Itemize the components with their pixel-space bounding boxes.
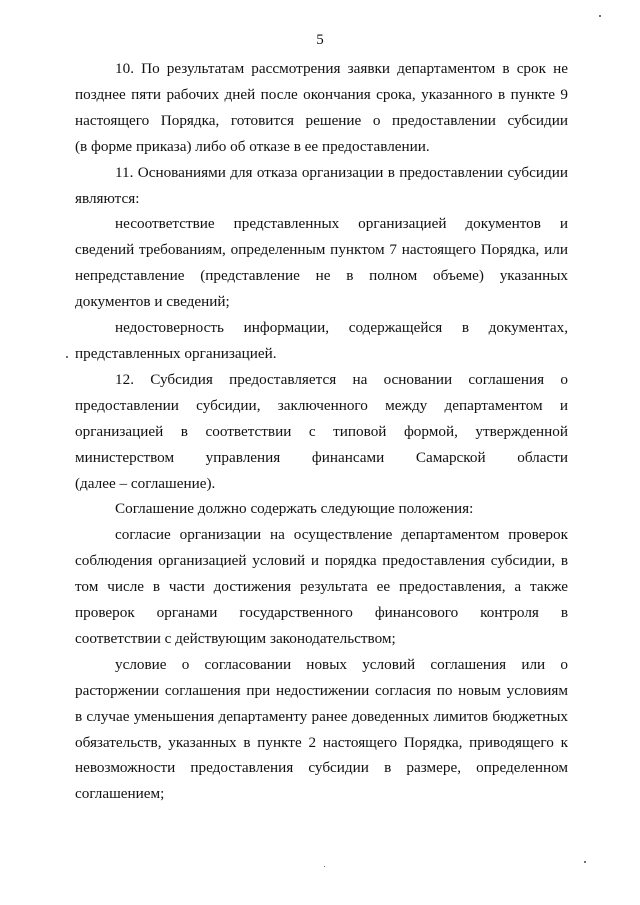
paragraph-10-line-2: позднее пяти рабочих дней после окончания срока, указанного в пункте 9 bbox=[75, 85, 568, 103]
paragraph-11a-line-4: документов и сведений; bbox=[75, 293, 230, 311]
scan-speck bbox=[599, 15, 601, 17]
paragraph-11a-line-1: несоответствие представленных организацией документов и bbox=[115, 215, 568, 233]
paragraph-11b-line-1: недостоверность информации, содержащейся в документах, bbox=[115, 319, 568, 337]
agreement-provision-2-line-4: обязательств, указанных в пункте 2 настоящего Порядка, приводящего к bbox=[75, 733, 568, 751]
agreement-provision-1-line-5: соответствии с действующим законодательством; bbox=[75, 629, 396, 647]
paragraph-11a-line-2: сведений требованиям, определенным пунктом 7 настоящего Порядка, или bbox=[75, 241, 568, 259]
paragraph-12-line-5: (далее – соглашение). bbox=[75, 474, 216, 492]
agreement-provision-1-line-4: проверок органами государственного финансового контроля в bbox=[75, 604, 568, 622]
paragraph-12-line-4: министерством управления финансами Самарской области bbox=[75, 448, 568, 466]
agreement-provision-1-line-1: согласие организации на осуществление департаментом проверок bbox=[115, 526, 568, 544]
paragraph-11b-line-2: представленных организацией. bbox=[75, 344, 277, 362]
scan-speck bbox=[324, 866, 325, 867]
agreement-provision-2-line-3: в случае уменьшения департаменту ранее доведенных лимитов бюджетных bbox=[75, 707, 568, 725]
agreement-provision-2-line-5: невозможности предоставления субсидии в размере, определенном bbox=[75, 759, 568, 777]
paragraph-12-line-1: 12. Субсидия предоставляется на основании соглашения о bbox=[115, 370, 568, 388]
paragraph-10-line-1: 10. По результатам рассмотрения заявки департаментом в срок не bbox=[115, 60, 568, 77]
agreement-provision-1-line-3: том числе в части достижения результата ее предоставления, а также bbox=[75, 578, 568, 596]
paragraph-11-line-2: являются: bbox=[75, 189, 140, 207]
agreement-provision-2-line-2: расторжении соглашения при недостижении согласия по новым условиям bbox=[75, 681, 568, 699]
paragraph-10-line-3: настоящего Порядка, готовится решение о предоставлении субсидии bbox=[75, 111, 568, 129]
paragraph-11-line-1: 11. Основаниями для отказа организации в предоставлении субсидии bbox=[115, 163, 568, 181]
agreement-provision-2-line-1: условие о согласовании новых условий соглашения или о bbox=[115, 655, 568, 673]
page-number: 5 bbox=[316, 32, 324, 48]
agreement-intro-line-1: Соглашение должно содержать следующие положения: bbox=[115, 500, 474, 518]
document-body bbox=[75, 56, 568, 807]
scan-speck bbox=[584, 861, 586, 863]
paragraph-12-line-3: организацией в соответствии с типовой формой, утвержденной bbox=[75, 422, 568, 440]
paragraph-10-line-4: (в форме приказа) либо об отказе в ее предоставлении. bbox=[75, 137, 430, 155]
scan-speck bbox=[66, 356, 68, 358]
agreement-provision-1-line-2: соблюдения организацией условий и порядка предоставления субсидии, в bbox=[75, 552, 568, 570]
paragraph-12-line-2: предоставлении субсидии, заключенного между департаментом и bbox=[75, 396, 568, 414]
paragraph-11a-line-3: непредставление (представление не в полном объеме) указанных bbox=[75, 267, 568, 285]
agreement-provision-2-line-6: соглашением; bbox=[75, 785, 165, 803]
